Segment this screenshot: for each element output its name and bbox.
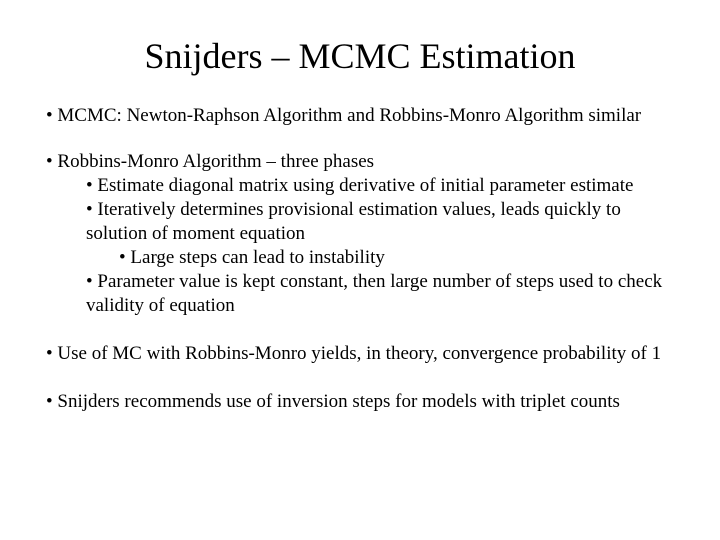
subbullet-parameter-kept-constant-continued: validity of equation [86, 295, 235, 316]
slide-title: Snijders – MCMC Estimation [144, 36, 576, 76]
subbullet-parameter-kept-constant: • Parameter value is kept constant, then large number of steps used to check [86, 271, 663, 292]
bullet-mcmc-similarity: • MCMC: Newton-Raphson Algorithm and Robbins-Monro Algorithm similar [46, 105, 642, 126]
subbullet-iteratively-determines-continued: solution of moment equation [86, 223, 306, 244]
subsubbullet-large-steps-instability: • Large steps can lead to instability [119, 247, 385, 268]
subbullet-estimate-diagonal-matrix: • Estimate diagonal matrix using derivative of initial parameter estimate [86, 175, 634, 196]
bullet-robbins-monro-phases: • Robbins-Monro Algorithm – three phases [46, 151, 375, 172]
subbullet-iteratively-determines: • Iteratively determines provisional estimation values, leads quickly to [86, 199, 621, 220]
bullet-mc-convergence: • Use of MC with Robbins-Monro yields, in theory, convergence probability of 1 [46, 343, 662, 364]
bullet-inversion-steps: • Snijders recommends use of inversion steps for models with triplet counts [46, 391, 620, 412]
